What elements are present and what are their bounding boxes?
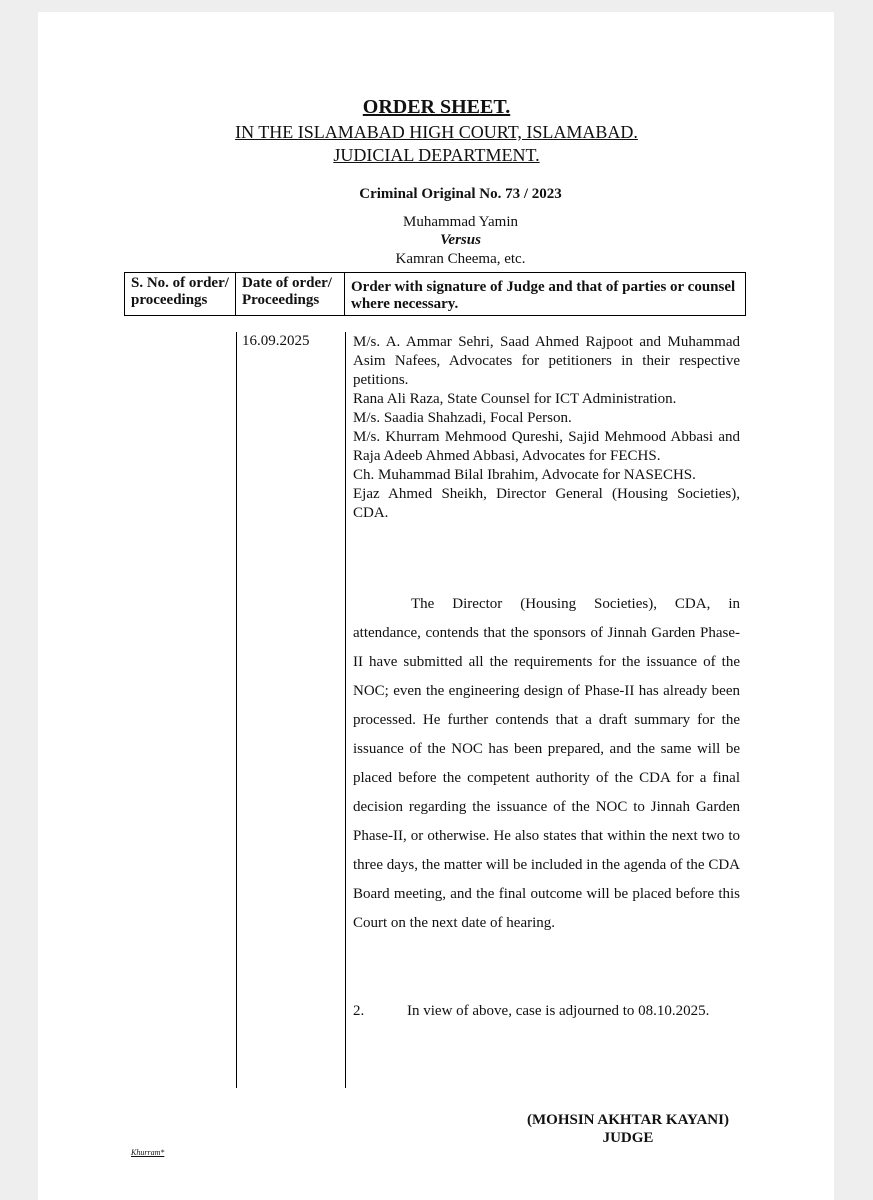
appearance-entry: M/s. Saadia Shahzadi, Focal Person. — [353, 410, 572, 426]
paragraph-number: 2. — [353, 1003, 365, 1019]
versus-label: Versus — [440, 232, 481, 248]
order-header: Order with signature of Judge and that of parties or counsel where necessary. — [345, 273, 746, 316]
order-paragraph-1: The Director (Housing Societies), CDA, in attendance, contends that the sponsors of Jinnah Garden Phase-II have submitted all the requirements for the issuance of the NOC; even the engineering design of Phase-II has already been processed. He further contends that a draft summary for the issuance of the NOC has been prepared, and the same will be placed before the competent authority of the CDA for a final decision regarding the issuance of the NOC to Jinnah Garden Phase-II, or otherwise. He also states that within the next two to three days, the matter will be included in the agenda of the CDA Board meeting, and the final outcome will be placed before this Court on the next date of hearing. — [353, 596, 740, 931]
case-number: Criminal Original No. 73 / 2023 — [359, 186, 562, 202]
judge-title: JUDGE — [602, 1130, 654, 1146]
date-header: Date of order/ Proceedings — [236, 273, 345, 316]
appearance-entry: Rana Ali Raza, State Counsel for ICT Administration. — [353, 391, 677, 407]
appearance-entry: M/s. Khurram Mehmood Qureshi, Sajid Mehmood Abbasi and Raja Adeeb Ahmed Abbasi, Advocates for FECHS. — [353, 429, 740, 464]
order-body — [353, 590, 740, 938]
court-name: IN THE ISLAMABAD HIGH COURT, ISLAMABAD. — [235, 122, 638, 142]
appearances-list — [353, 333, 740, 523]
order-table-header — [124, 272, 746, 316]
appearance-entry: Ejaz Ahmed Sheikh, Director General (Housing Societies), CDA. — [353, 486, 740, 521]
respondent-name: Kamran Cheema, etc. — [395, 251, 526, 267]
serial-number-header: S. No. of order/ proceedings — [125, 273, 236, 316]
appearance-entry: Ch. Muhammad Bilal Ibrahim, Advocate for NASECHS. — [353, 467, 696, 483]
order-date: 16.09.2025 — [242, 333, 310, 349]
petitioner-name: Muhammad Yamin — [402, 214, 518, 230]
column-divider-1 — [236, 332, 237, 1088]
order-paragraph-2: In view of above, case is adjourned to 08.10.2025. — [407, 1003, 710, 1019]
appearance-entry: M/s. A. Ammar Sehri, Saad Ahmed Rajpoot and Muhammad Asim Nafees, Advocates for petitioners in their respective petitions. — [353, 334, 740, 388]
order-sheet-title: ORDER SHEET. — [362, 96, 511, 118]
column-divider-2 — [345, 332, 346, 1088]
order-paragraph-2-block — [353, 997, 740, 1026]
department-name: JUDICIAL DEPARTMENT. — [333, 145, 540, 165]
judge-name: (MOHSIN AKHTAR KAYANI) — [527, 1112, 729, 1128]
typist-initials: Khurram* — [131, 1148, 165, 1157]
